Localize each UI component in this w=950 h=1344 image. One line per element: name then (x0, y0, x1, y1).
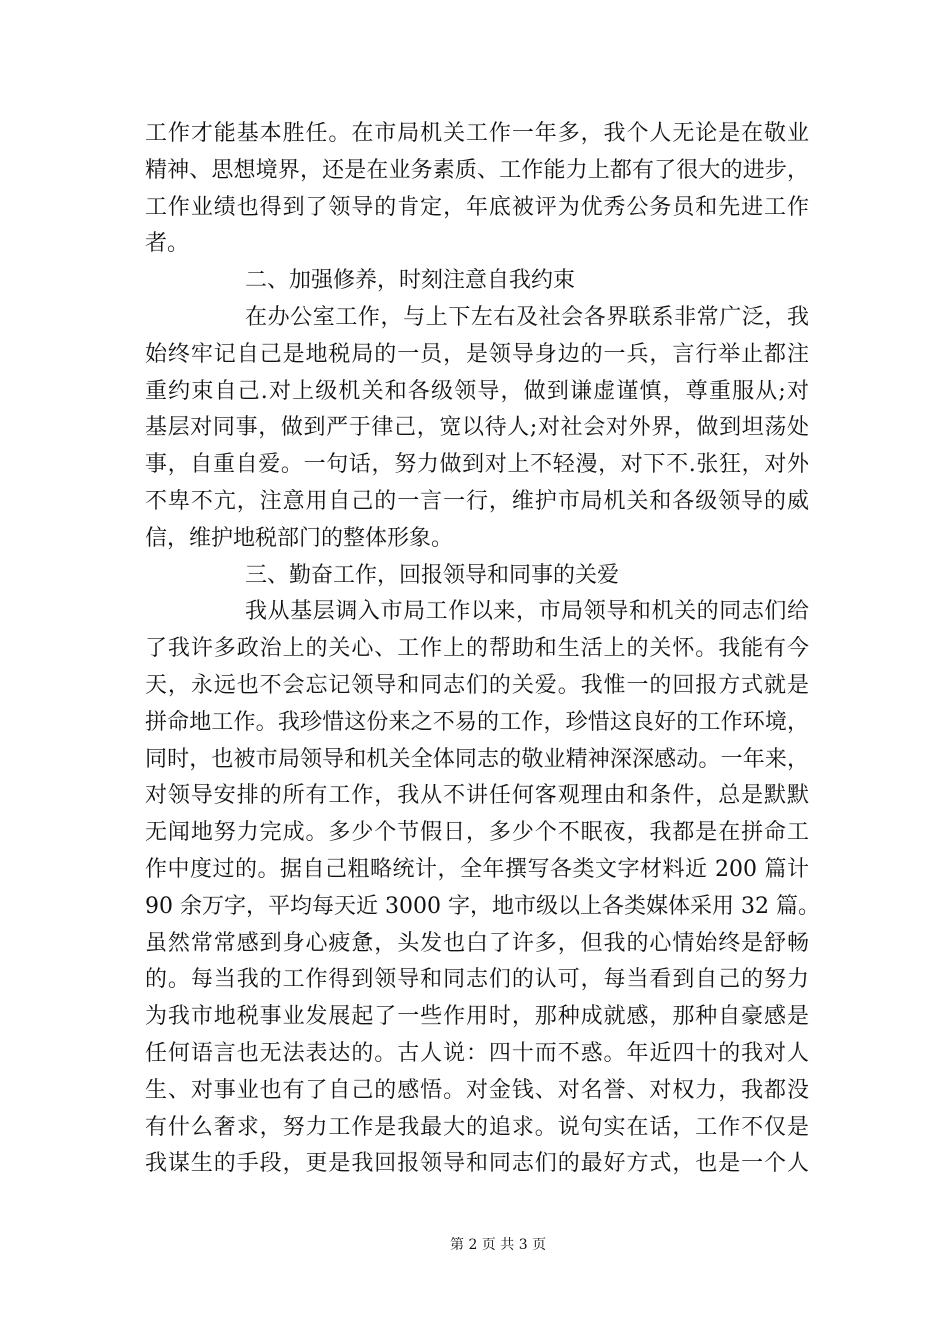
text-line: 我谋生的手段，更是我回报领导和同志们的最好方式，也是一个人 (145, 1151, 809, 1177)
text-line: 为我市地税事业发展起了一些作用时，那种成就感，那种自豪感是 (145, 1004, 809, 1030)
text-line: 始终牢记自己是地税局的一员，是领导身边的一兵，言行举止都注 (145, 341, 809, 367)
text-line: 重约束自己.对上级机关和各级领导，做到谦虚谨慎，尊重服从;对 (145, 378, 809, 404)
text-line: 信，维护地税部门的整体形象。 (145, 525, 454, 551)
paragraph (145, 594, 820, 1183)
text-line: 无闻地努力完成。多少个节假日，多少个不眠夜，我都是在拼命工 (145, 820, 809, 846)
text-line: 90 余万字，平均每天近 3000 字，地市级以上各类媒体采用 32 篇。 (145, 893, 820, 919)
text-line: 三、勤奋工作，回报领导和同事的关爱 (245, 562, 620, 588)
text-line: 者。 (145, 231, 190, 257)
text-line: 拼命地工作。我珍惜这份来之不易的工作，珍惜这良好的工作环境， (145, 709, 809, 735)
text-line: 了我许多政治上的关心、工作上的帮助和生活上的关怀。我能有今 (145, 636, 809, 662)
text-line: 事，自重自爱。一句话，努力做到对上不轻漫，对下不.张狂，对外 (145, 452, 809, 478)
text-line: 我从基层调入市局工作以来，市局领导和机关的同志们给 (245, 599, 809, 625)
text-line: 基层对同事，做到严于律己，宽以待人;对社会对外界，做到坦荡处 (145, 415, 809, 441)
section-heading (145, 558, 809, 595)
text-line: 同时，也被市局领导和机关全体同志的敬业精神深深感动。一年来， (145, 746, 809, 772)
section-heading (145, 263, 809, 300)
text-line: 有什么奢求，努力工作是我最大的追求。说句实在话，工作不仅是 (145, 1114, 809, 1140)
paragraph (145, 116, 809, 263)
text-line: 在办公室工作，与上下左右及社会各界联系非常广泛，我 (245, 304, 809, 330)
text-line: 工作业绩也得到了领导的肯定，年底被评为优秀公务员和先进工作 (145, 194, 809, 220)
text-line: 对领导安排的所有工作，我从不讲任何客观理由和条件，总是默默 (145, 783, 809, 809)
text-line: 虽然常常感到身心疲惫，头发也白了许多，但我的心情始终是舒畅 (145, 930, 809, 956)
text-line: 生、对事业也有了自己的感悟。对金钱、对名誉、对权力，我都没 (145, 1077, 809, 1103)
document-body (145, 116, 820, 1183)
text-line: 二、加强修养，时刻注意自我约束 (245, 268, 576, 294)
text-line: 的。每当我的工作得到领导和同志们的认可，每当看到自己的努力 (145, 967, 809, 993)
text-line: 作中度过的。据自己粗略统计，全年撰写各类文字材料近 200 篇计 (145, 856, 809, 882)
text-line: 工作才能基本胜任。在市局机关工作一年多，我个人无论是在敬业 (145, 121, 809, 146)
page-footer: 第 2 页 共 3 页 (450, 1237, 547, 1253)
text-line: 不卑不亢，注意用自己的一言一行，维护市局机关和各级领导的威 (145, 488, 809, 514)
text-line: 天，永远也不会忘记领导和同志们的关爱。我惟一的回报方式就是 (145, 672, 809, 698)
text-line: 精神、思想境界，还是在业务素质、工作能力上都有了很大的进步， (145, 157, 809, 183)
paragraph (145, 300, 809, 558)
text-line: 任何语言也无法表达的。古人说：四十而不惑。年近四十的我对人 (145, 1040, 809, 1066)
